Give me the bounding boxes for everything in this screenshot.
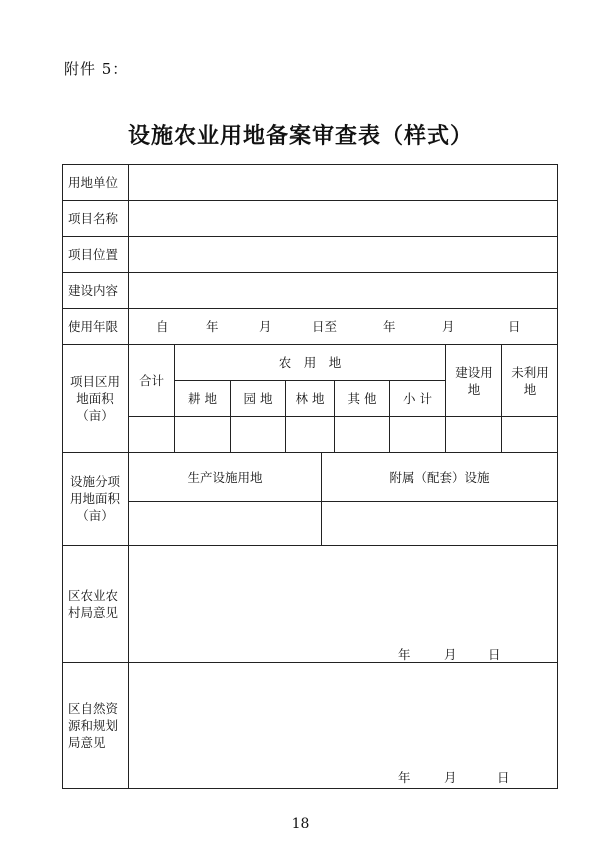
agri-opinion-day: 日	[488, 647, 501, 662]
page-number: 18	[291, 816, 310, 832]
ancillary-facility-header: 附属（配套）设施	[389, 469, 490, 485]
forest-land-header: 林 地	[295, 391, 325, 406]
table-border-bottom	[62, 788, 558, 789]
row-line	[62, 308, 558, 309]
row-line	[62, 236, 558, 237]
unused-land-header: 未利用地	[511, 364, 549, 397]
term-month-2: 月	[442, 319, 455, 334]
arable-land-header: 耕 地	[188, 391, 217, 406]
term-day-to: 日至	[312, 319, 338, 334]
other-land-header: 其 他	[347, 391, 377, 406]
area-total-header: 合计	[138, 372, 164, 388]
facility-value-line	[128, 501, 558, 502]
agri-opinion-month: 月	[444, 647, 457, 662]
term-year-2: 年	[383, 319, 396, 334]
term-day-2: 日	[508, 319, 521, 334]
production-facility-header: 生产设施用地	[187, 469, 263, 485]
area-label: 项目区用地面积（亩）	[69, 373, 120, 423]
area-col-line	[445, 344, 446, 452]
row-line	[62, 662, 558, 663]
construction-content-label: 建设内容	[68, 282, 119, 298]
term-from: 自	[156, 319, 169, 334]
term-month-1: 月	[259, 319, 272, 334]
filing-review-table	[62, 164, 558, 789]
resource-opinion-month: 月	[444, 770, 457, 785]
agri-bureau-opinion-label: 区农业农村局意见	[68, 587, 119, 620]
resource-bureau-opinion-label: 区自然资源和规划局意见	[68, 700, 119, 750]
table-border-right	[557, 164, 558, 789]
unit-label: 用地单位	[68, 174, 119, 190]
table-border-top	[62, 164, 558, 165]
construction-land-header: 建设用地	[455, 364, 493, 397]
project-name-label: 项目名称	[68, 210, 119, 226]
facility-label: 设施分项用地面积（亩）	[69, 474, 120, 523]
area-col-line	[501, 344, 502, 452]
resource-opinion-day: 日	[497, 770, 510, 785]
annex-label: 附件 5：	[64, 60, 129, 78]
term-year-1: 年	[206, 319, 219, 334]
garden-land-header: 园 地	[243, 391, 273, 406]
resource-opinion-year: 年	[398, 770, 411, 785]
agri-opinion-year: 年	[398, 647, 411, 662]
term-label: 使用年限	[68, 318, 119, 334]
area-value-line	[128, 416, 558, 417]
subtotal-header: 小 计	[403, 391, 432, 406]
agri-land-header: 农 用 地	[278, 355, 342, 370]
row-line	[62, 545, 558, 546]
project-location-label: 项目位置	[68, 246, 119, 262]
row-line	[62, 272, 558, 273]
row-line	[62, 200, 558, 201]
page-title: 设施农业用地备案审查表（样式）	[127, 123, 473, 149]
